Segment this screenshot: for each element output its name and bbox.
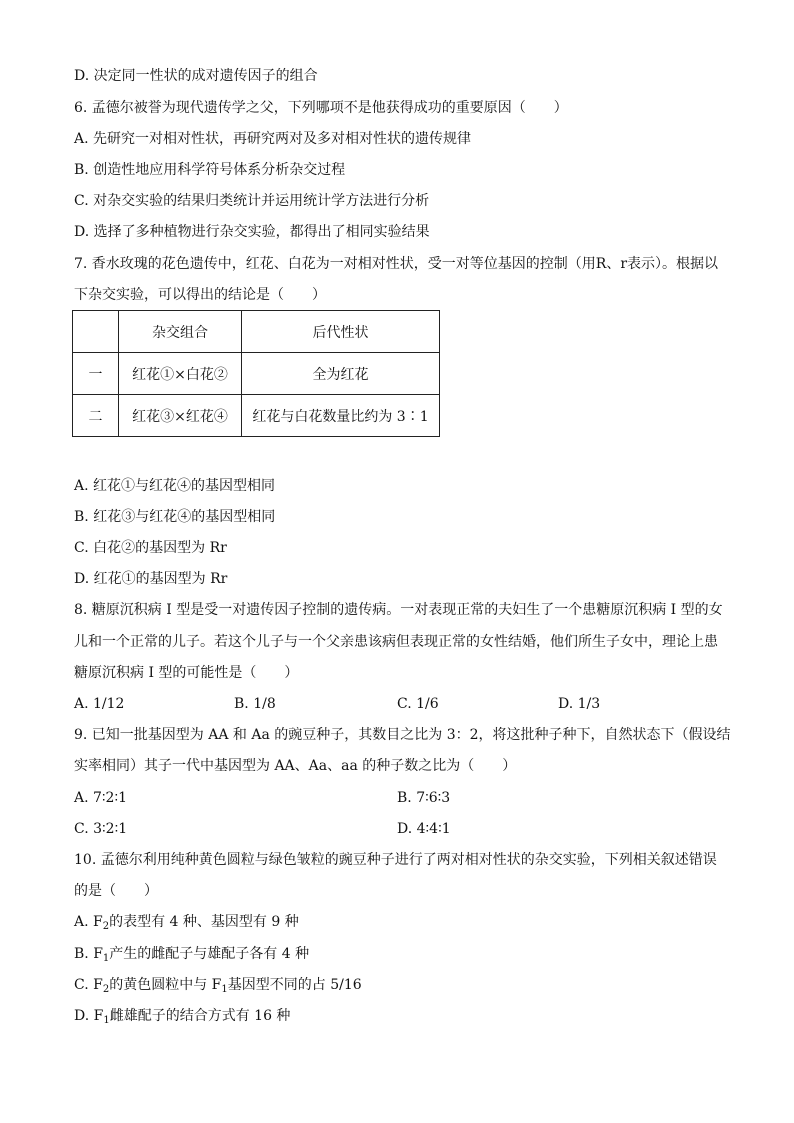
q8-stem-line-3: 糖原沉积病 I 型的可能性是（ ） xyxy=(74,665,299,681)
q6-option-c: C. 对杂交实验的结果归类统计并运用统计学方法进行分析 xyxy=(74,193,430,209)
q6-stem: 6. 孟德尔被誉为现代遗传学之父，下列哪项不是他获得成功的重要原因（ ） xyxy=(74,100,568,116)
q5-option-d: D. 决定同一性状的成对遗传因子的组合 xyxy=(74,68,318,84)
table-header-row xyxy=(73,311,440,353)
option-text: 雌雄配子的结合方式有 16 种 xyxy=(109,1008,291,1024)
q6-option-a: A. 先研究一对相对性状，再研究两对及多对相对性状的遗传规律 xyxy=(74,131,472,147)
q8-option-a: A. 1/12 xyxy=(74,696,125,712)
table-cell: 全为红花 xyxy=(242,353,440,395)
table-cell: 红花与白花数量比约为 3∶1 xyxy=(242,395,440,437)
option-text: D. F xyxy=(74,1008,104,1024)
q9-option-b: B. 7∶6∶3 xyxy=(397,790,451,806)
q9-stem-line-2: 实率相同）其子一代中基因型为 AA、Aa、aa 的种子数之比为（ ） xyxy=(74,758,517,774)
table-header-cell xyxy=(73,311,119,353)
q9-stem-line-1: 9. 已知一批基因型为 AA 和 Aa 的豌豆种子，其数目之比为 3：2，将这批种子种下，自然状态下（假设结 xyxy=(74,727,731,743)
q7-option-d: D. 红花①的基因型为 Rr xyxy=(74,571,228,587)
q8-option-b: B. 1/8 xyxy=(234,696,276,712)
q7-option-c: C. 白花②的基因型为 Rr xyxy=(74,540,227,556)
q10-option-a xyxy=(74,912,299,932)
option-text: 的黄色圆粒中与 F xyxy=(109,977,222,993)
cross-experiment-table xyxy=(72,310,440,437)
q10-option-c xyxy=(74,975,362,995)
q10-option-d xyxy=(74,1006,290,1026)
q9-option-a: A. 7∶2∶1 xyxy=(74,790,128,806)
option-text: 产生的雌配子与雄配子各有 4 种 xyxy=(109,946,310,962)
q8-stem-line-1: 8. 糖原沉积病 I 型是受一对遗传因子控制的遗传病。一对表现正常的夫妇生了一个患糖原沉积病 I 型的女 xyxy=(74,602,723,618)
table-row xyxy=(73,353,440,395)
option-text: C. F xyxy=(74,977,103,993)
table-cell: 一 xyxy=(73,353,119,395)
subscript: 2 xyxy=(102,921,110,932)
table-cell: 红花①×白花② xyxy=(119,353,242,395)
option-text: 基因型不同的占 5/16 xyxy=(227,977,362,993)
q6-option-d: D. 选择了多种植物进行杂交实验，都得出了相同实验结果 xyxy=(74,224,430,240)
q8-option-c: C. 1/6 xyxy=(397,696,439,712)
subscript: 1 xyxy=(221,984,228,995)
table-header-cell: 杂交组合 xyxy=(119,311,242,353)
q9-option-d: D. 4∶4∶1 xyxy=(397,821,451,837)
q8-stem-line-2: 儿和一个正常的儿子。若这个儿子与一个父亲患该病但表现正常的女性结婚，他们所生子女中，理论上患 xyxy=(74,634,718,650)
subscript: 1 xyxy=(103,1015,110,1026)
option-text: 的表型有 4 种、基因型有 9 种 xyxy=(109,914,299,930)
q9-option-c: C. 3∶2∶1 xyxy=(74,821,128,837)
q7-option-a: A. 红花①与红花④的基因型相同 xyxy=(74,478,276,494)
q10-stem-line-2: 的是（ ） xyxy=(74,883,158,899)
q8-option-d: D. 1/3 xyxy=(558,696,601,712)
q7-stem-line-1: 7. 香水玫瑰的花色遗传中，红花、白花为一对相对性状，受一对等位基因的控制（用R、r表示）。根据以 xyxy=(74,256,719,272)
q6-option-b: B. 创造性地应用科学符号体系分析杂交过程 xyxy=(74,162,346,178)
q7-stem-line-2: 下杂交实验，可以得出的结论是（ ） xyxy=(74,287,326,303)
table-header-cell: 后代性状 xyxy=(242,311,440,353)
q10-stem-line-1: 10. 孟德尔利用纯种黄色圆粒与绿色皱粒的豌豆种子进行了两对相对性状的杂交实验，下列相关叙述错误 xyxy=(74,852,717,868)
subscript: 1 xyxy=(102,953,110,964)
option-text: A. F xyxy=(74,914,103,930)
q7-option-b: B. 红花③与红花④的基因型相同 xyxy=(74,509,276,525)
table-cell: 二 xyxy=(73,395,119,437)
table-row xyxy=(73,395,440,437)
subscript: 2 xyxy=(102,984,110,995)
q10-option-b xyxy=(74,944,309,964)
option-text: B. F xyxy=(74,946,103,962)
table-cell: 红花③×红花④ xyxy=(119,395,242,437)
